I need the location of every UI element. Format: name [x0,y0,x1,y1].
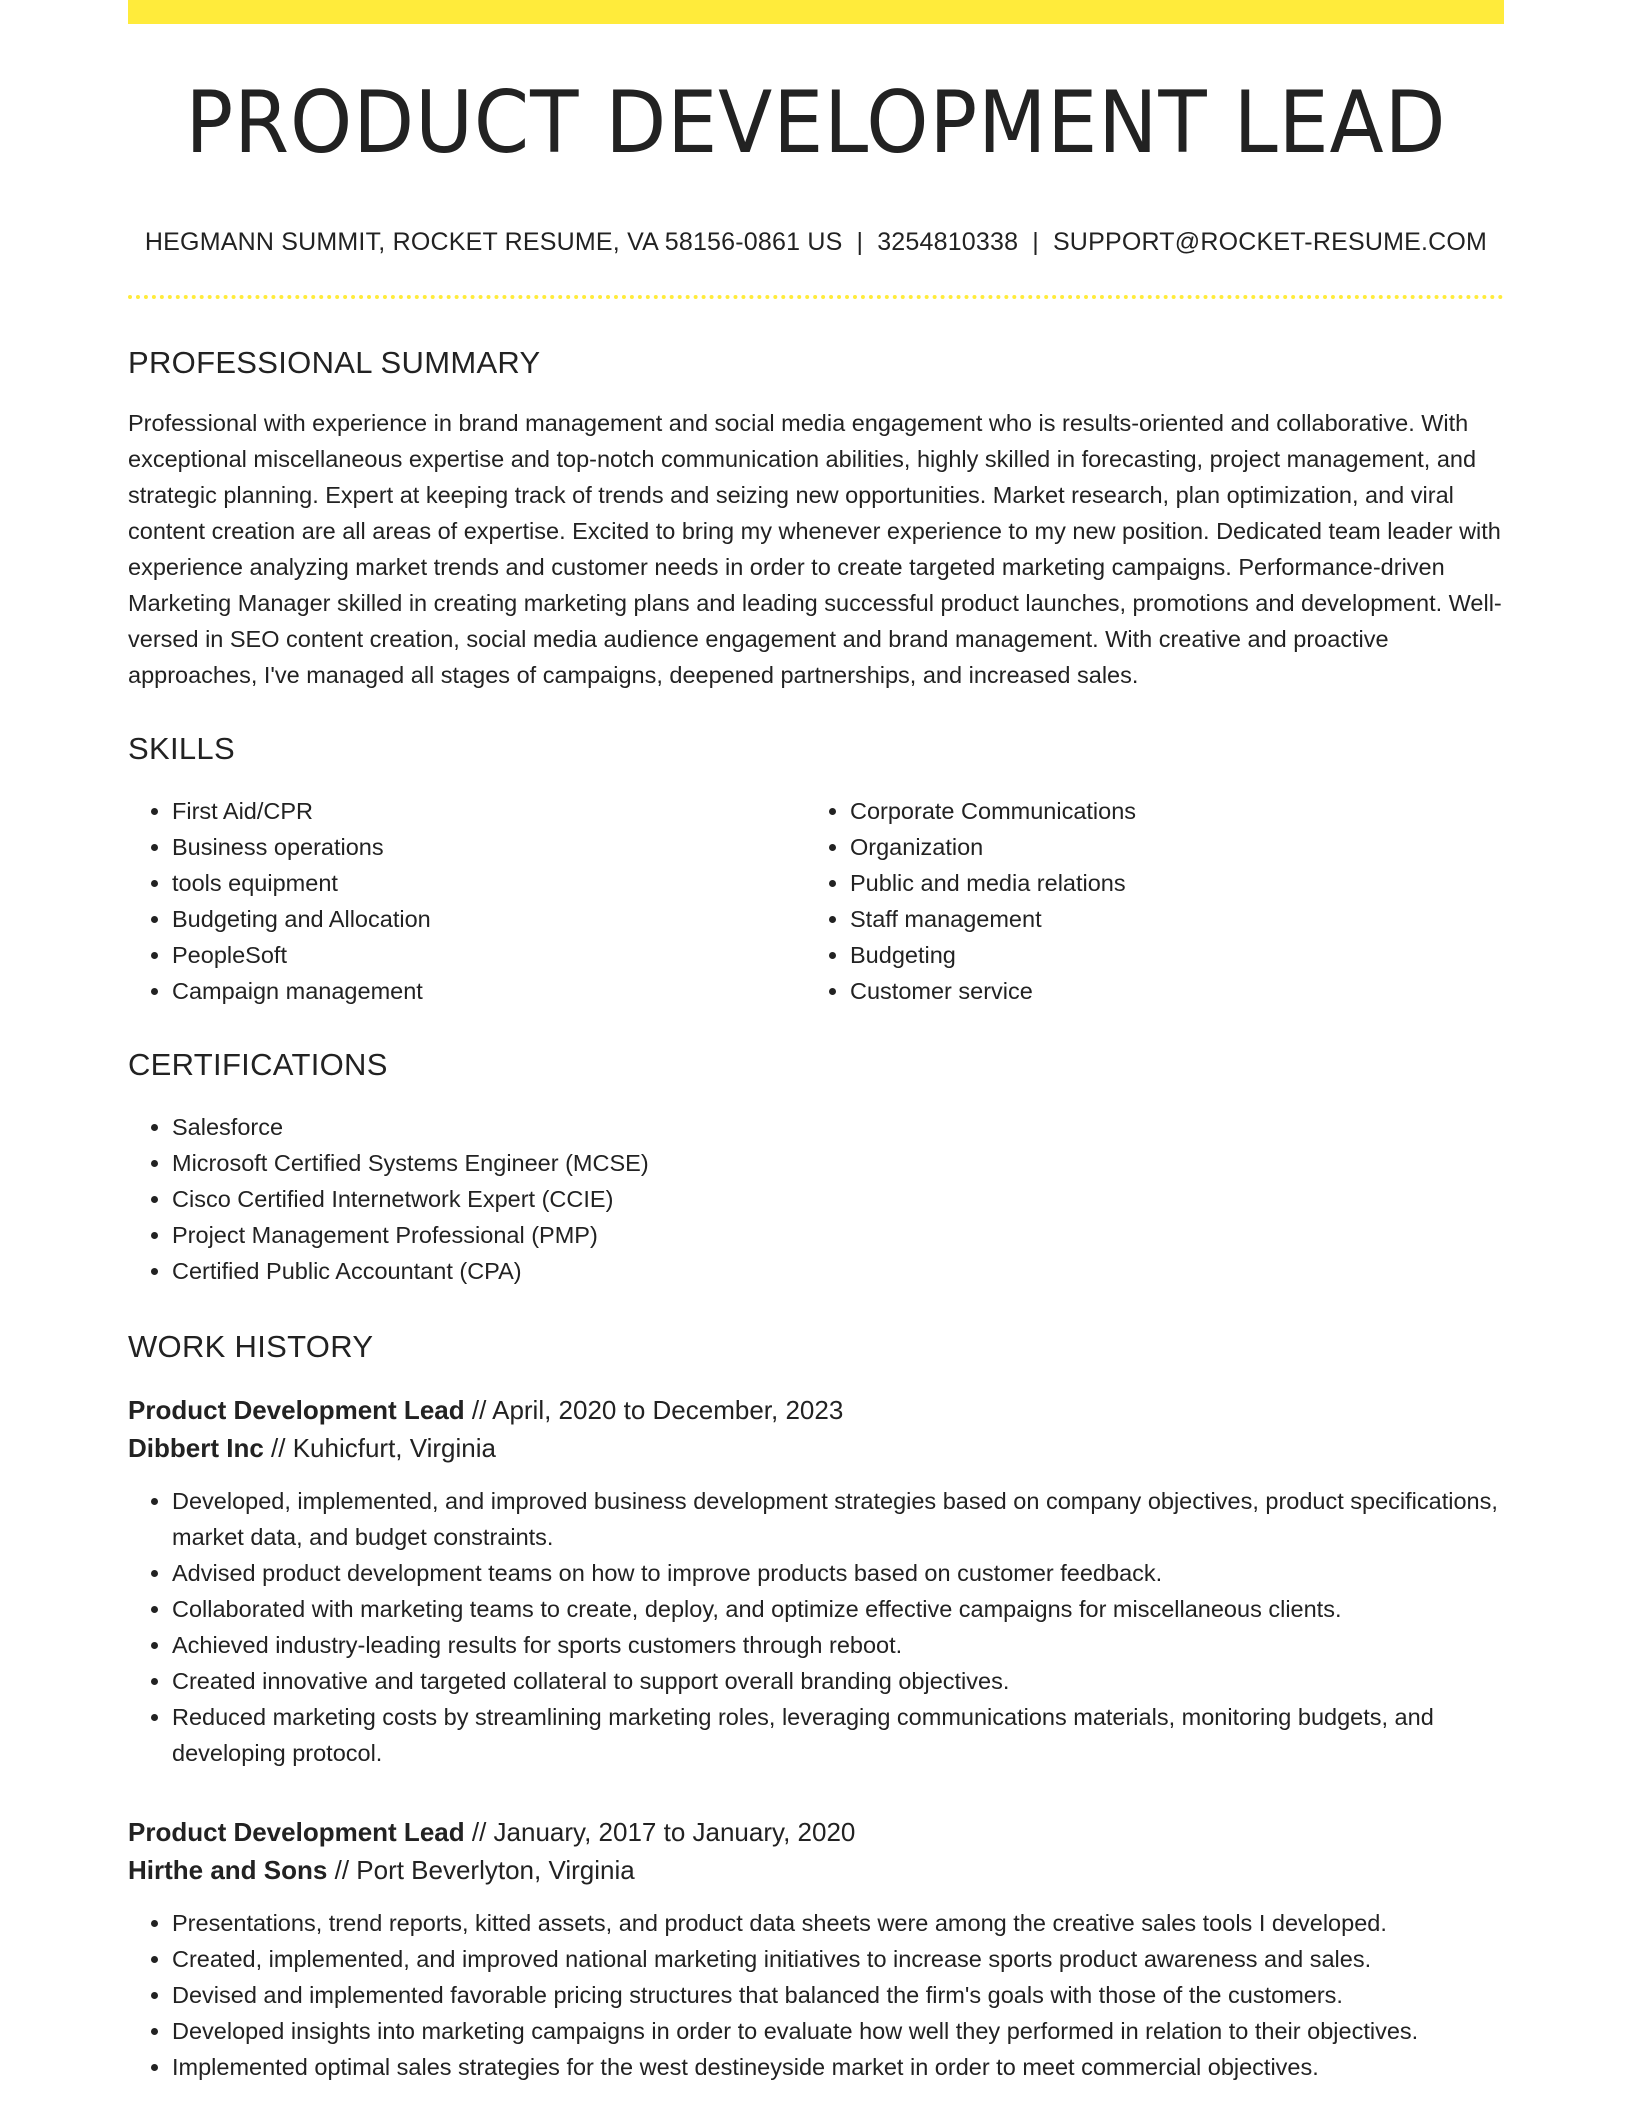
job-location: // Kuhicfurt, Virginia [271,1433,496,1463]
resume-title: PRODUCT DEVELOPMENT LEAD [185,73,1447,173]
certification-item: • Cisco Certified Internetwork Expert (CCIE) [172,1181,1504,1217]
job-company: Dibbert Inc [128,1433,264,1463]
job-entry [128,1391,1504,1771]
job-company: Hirthe and Sons [128,1855,328,1885]
header-divider [128,295,1504,299]
skill-item: • Budgeting and Allocation [172,901,806,937]
skills-column-left [128,793,806,1009]
contact-phone: 3254810338 [877,228,1019,256]
skill-item: • Organization [850,829,1484,865]
skill-item: • First Aid/CPR [172,793,806,829]
job-title: Product Development Lead [128,1395,465,1425]
job-bullet: • Devised and implemented favorable pricing structures that balanced the firm's goals with those of the customers. [172,1977,1504,2013]
contact-address: HEGMANN SUMMIT, ROCKET RESUME, VA 58156-0861 US [144,228,843,256]
top-accent-bar [128,0,1504,24]
job-bullet: • Advised product development teams on how to improve products based on customer feedback. [172,1555,1504,1591]
job-bullet: • Created innovative and targeted collateral to support overall branding objectives. [172,1663,1504,1699]
skill-item: • tools equipment [172,865,806,901]
skill-item: • Campaign management [172,973,806,1009]
job-company-line [128,1851,1504,1889]
job-dates: // April, 2020 to December, 2023 [471,1395,844,1425]
job-bullet: • Implemented optimal sales strategies for the west destineyside market in order to meet commercial objectives. [172,2049,1504,2085]
skill-item: • Budgeting [850,937,1484,973]
contact-line [128,228,1504,257]
work-history-heading: WORK HISTORY [128,1329,374,1364]
job-company-line [128,1429,1504,1467]
skills-list [128,793,1504,1009]
skill-item: • Customer service [850,973,1484,1009]
contact-email: SUPPORT@ROCKET-RESUME.COM [1052,228,1488,256]
job-bullet: • Developed insights into marketing campaigns in order to evaluate how well they performed in relation to their objectives. [172,2013,1504,2049]
skills-heading: SKILLS [128,731,235,766]
skill-item: • Business operations [172,829,806,865]
contact-separator: | [856,228,864,256]
certification-item: • Project Management Professional (PMP) [172,1217,1504,1253]
job-bullet: • Presentations, trend reports, kitted assets, and product data sheets were among the creative sales tools I developed. [172,1905,1504,1941]
job-entry [128,1813,1504,2085]
job-bullet: • Reduced marketing costs by streamlining marketing roles, leveraging communications materials, monitoring budgets, and developing protocol. [172,1699,1504,1771]
summary-text: Professional with experience in brand management and social media engagement who is results-oriented and collaborative. With exceptional miscellaneous expertise and top-notch communication abilities, highly skilled in forecasting, project management, and strategic planning. Expert at keeping track of trends and seizing new opportunities. Market research, plan optimization, and viral content creation are all areas of expertise. Excited to bring my whenever experience to my new position. Dedicated team leader with experience analyzing market trends and customer needs in order to create targeted marketing campaigns. Performance-driven Marketing Manager skilled in creating marketing plans and leading successful product launches, promotions and development. Well-versed in SEO content creation, social media audience engagement and brand management. With creative and proactive approaches, I've managed all stages of campaigns, deepened partnerships, and increased sales. [128,410,1502,688]
certifications-heading: CERTIFICATIONS [128,1047,388,1082]
job-dates: // January, 2017 to January, 2020 [471,1817,856,1847]
skill-item: • PeopleSoft [172,937,806,973]
certification-item: • Salesforce [172,1109,1504,1145]
skill-item: • Corporate Communications [850,793,1484,829]
certifications-list [128,1109,1504,1289]
summary-heading: PROFESSIONAL SUMMARY [128,345,541,380]
job-title-line [128,1391,1504,1429]
skill-item: • Public and media relations [850,865,1484,901]
job-title-line [128,1813,1504,1851]
job-bullet-list [128,1905,1504,2085]
skills-column-right [806,793,1484,1009]
job-location: // Port Beverlyton, Virginia [334,1855,635,1885]
job-bullet: • Collaborated with marketing teams to create, deploy, and optimize effective campaigns for miscellaneous clients. [172,1591,1504,1627]
contact-separator: | [1032,228,1039,256]
job-bullet: • Achieved industry-leading results for sports customers through reboot. [172,1627,1504,1663]
certification-item: • Certified Public Accountant (CPA) [172,1253,1504,1289]
certification-item: • Microsoft Certified Systems Engineer (MCSE) [172,1145,1504,1181]
job-bullet-list [128,1483,1504,1771]
skill-item: • Staff management [850,901,1484,937]
resume-page [128,0,1504,2085]
job-title: Product Development Lead [128,1817,465,1847]
job-bullet: • Developed, implemented, and improved business development strategies based on company objectives, product specifications, market data, and budget constraints. [172,1483,1504,1555]
job-bullet: • Created, implemented, and improved national marketing initiatives to increase sports product awareness and sales. [172,1941,1504,1977]
